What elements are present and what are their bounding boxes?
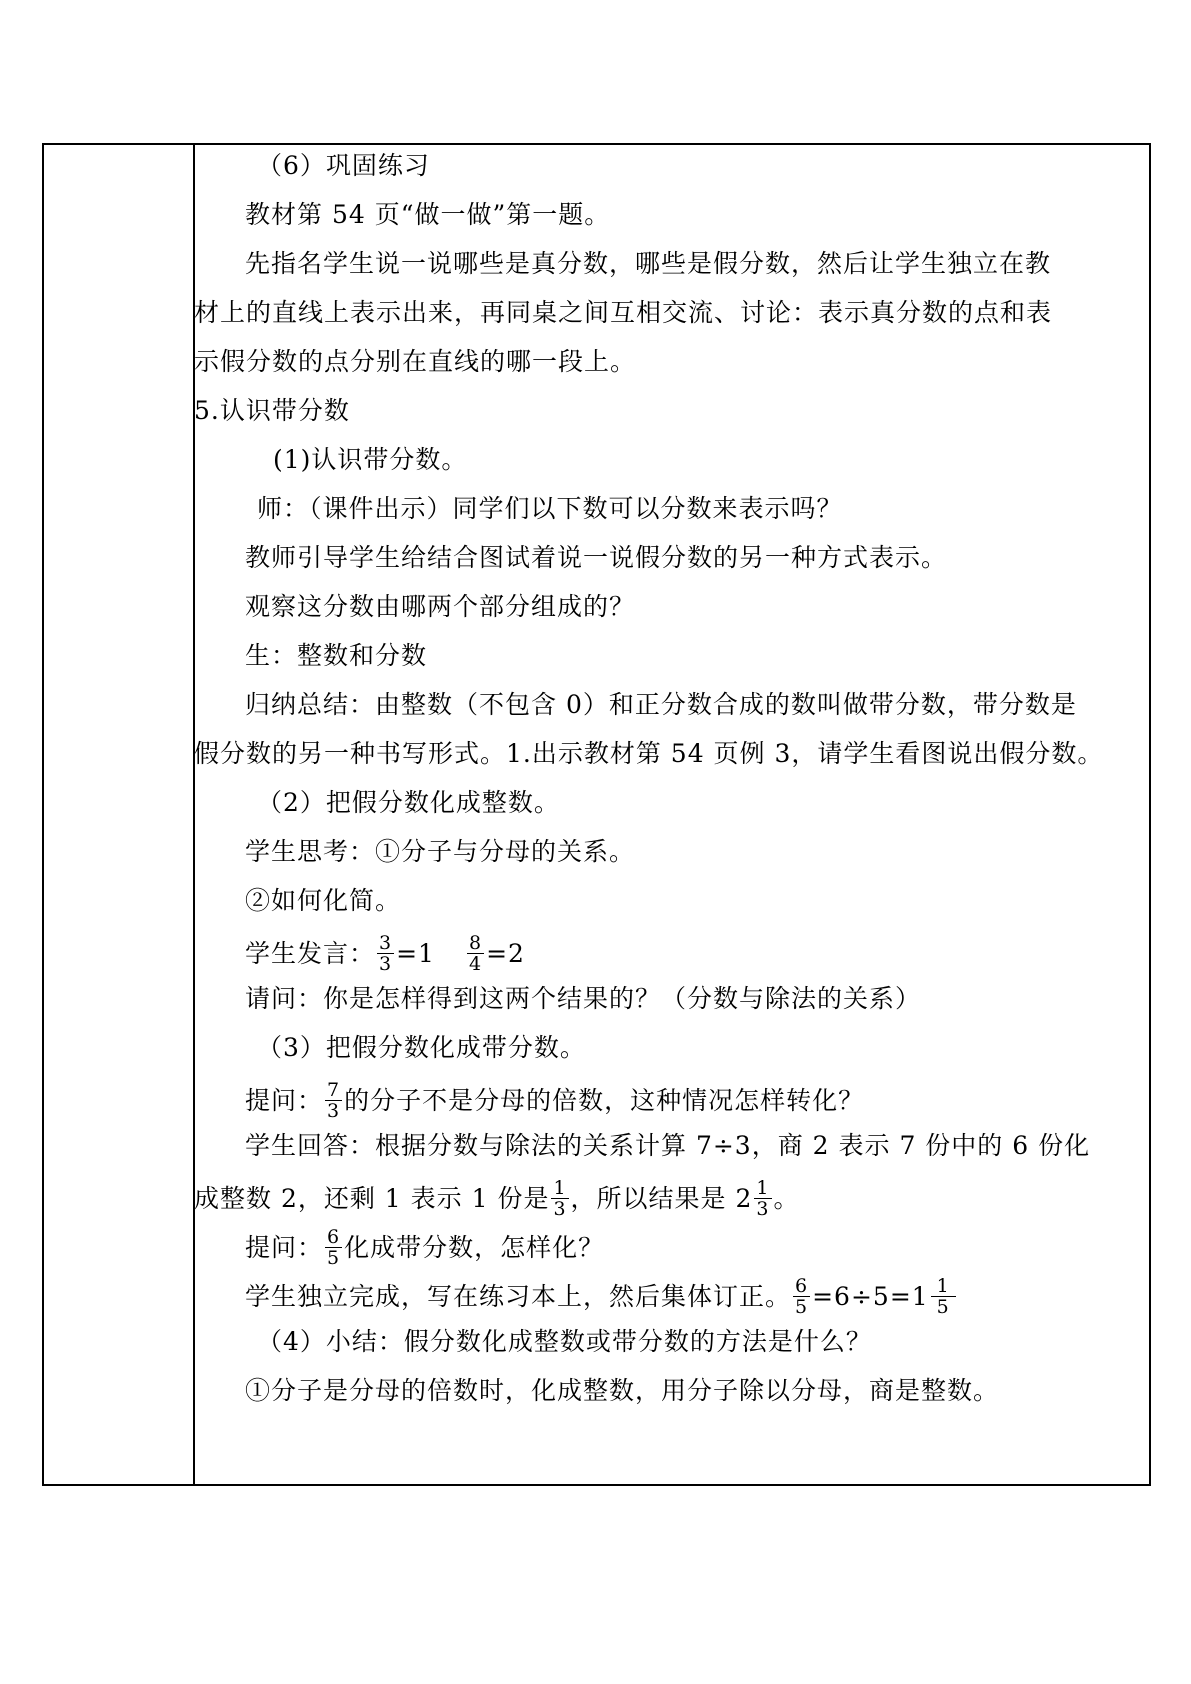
fraction-numerator: 1: [553, 1177, 567, 1199]
text-line: ②如何化简。: [245, 886, 402, 915]
fraction: [931, 1276, 956, 1317]
text-line: 归纳总结：由整数（不包含 0）和正分数合成的数叫做带分数，带分数是: [245, 690, 1077, 719]
fraction: [325, 1227, 342, 1268]
text-line: 先指名学生说一说哪些是真分数，哪些是假分数，然后让学生独立在教: [245, 249, 1052, 278]
fraction-numerator: 1: [756, 1177, 770, 1199]
fraction: [377, 933, 394, 974]
fraction-denominator: 5: [931, 1296, 956, 1317]
text-line: (1)认识带分数。: [273, 445, 468, 474]
equation-part: =2: [486, 939, 525, 968]
text-line: 教材第 54 页“做一做”第一题。: [245, 200, 611, 229]
lesson-table: [42, 143, 1151, 1486]
text-line-with-fractions: [245, 932, 525, 976]
fraction-denominator: 3: [553, 1198, 567, 1220]
fraction: [467, 933, 484, 974]
text-line: 请问：你是怎样得到这两个结果的？（分数与除法的关系）: [245, 984, 922, 1013]
fraction: [793, 1276, 810, 1317]
text-line: 师：（课件出示）同学们以下数可以分数来表示吗？: [257, 494, 843, 523]
fraction-numerator: 8: [468, 932, 483, 954]
text-line: 生：整数和分数: [245, 641, 428, 670]
text-line: ①分子是分母的倍数时，化成整数，用分子除以分母，商是整数。: [245, 1376, 1000, 1405]
fraction-denominator: 3: [379, 953, 393, 975]
text-line-with-fractions: [245, 1079, 865, 1123]
line-middle: =6÷5=1: [812, 1282, 929, 1311]
fraction-numerator: 3: [379, 932, 393, 954]
fraction-denominator: 5: [795, 1296, 809, 1318]
line-prefix: 成整数 2，还剩 1 表示 1 份是: [194, 1184, 550, 1213]
text-line: （4）小结：假分数化成整数或带分数的方法是什么？: [257, 1327, 872, 1356]
line-prefix: 学生发言：: [245, 939, 376, 968]
text-line: 学生思考：①分子与分母的关系。: [245, 837, 636, 866]
fraction-denominator: 3: [756, 1198, 770, 1220]
fraction-numerator: 6: [795, 1275, 809, 1297]
line-suffix: 。: [773, 1184, 800, 1213]
text-line: 观察这分数由哪两个部分组成的？: [245, 592, 636, 621]
text-line: 教师引导学生给结合图试着说一说假分数的另一种方式表示。: [245, 543, 948, 572]
line-prefix: 学生独立完成，写在练习本上，然后集体订正。: [245, 1282, 792, 1311]
text-line: 材上的直线上表示出来，再同桌之间互相交流、讨论：表示真分数的点和表: [194, 298, 1053, 327]
text-line: 示假分数的点分别在直线的哪一段上。: [194, 347, 637, 376]
text-line: （3）把假分数化成带分数。: [257, 1033, 586, 1062]
fraction-numerator: 7: [327, 1079, 341, 1101]
line-suffix: 化成带分数，怎样化？: [344, 1233, 605, 1262]
table-content-cell: [194, 145, 1145, 1484]
table-left-column: [44, 145, 195, 1484]
fraction-denominator: 3: [327, 1100, 341, 1122]
text-line: （2）把假分数化成整数。: [257, 788, 560, 817]
text-line: 学生回答：根据分数与除法的关系计算 7÷3，商 2 表示 7 份中的 6 份化: [245, 1131, 1091, 1160]
text-line-with-fractions: [194, 1177, 800, 1221]
line-prefix: 提问：: [245, 1086, 324, 1115]
fraction: [325, 1080, 342, 1121]
line-suffix: 的分子不是分母的倍数，这种情况怎样转化？: [344, 1086, 865, 1115]
fraction-denominator: 5: [327, 1247, 341, 1269]
text-line-with-fractions: [245, 1226, 605, 1270]
fraction-numerator: 1: [936, 1275, 950, 1297]
text-line: 假分数的另一种书写形式。1.出示教材第 54 页例 3，请学生看图说出假分数。: [194, 739, 1104, 768]
line-prefix: 提问：: [245, 1233, 324, 1262]
fraction-numerator: 6: [327, 1226, 341, 1248]
equation-part: =1: [396, 939, 435, 968]
line-middle: ，所以结果是 2: [570, 1184, 753, 1213]
fraction: [551, 1178, 568, 1219]
section-heading: 5.认识带分数: [194, 396, 350, 425]
text-line: （6）巩固练习: [257, 151, 430, 180]
text-line-with-fractions: [245, 1275, 958, 1319]
fraction-denominator: 4: [468, 953, 483, 975]
fraction: [754, 1178, 771, 1219]
